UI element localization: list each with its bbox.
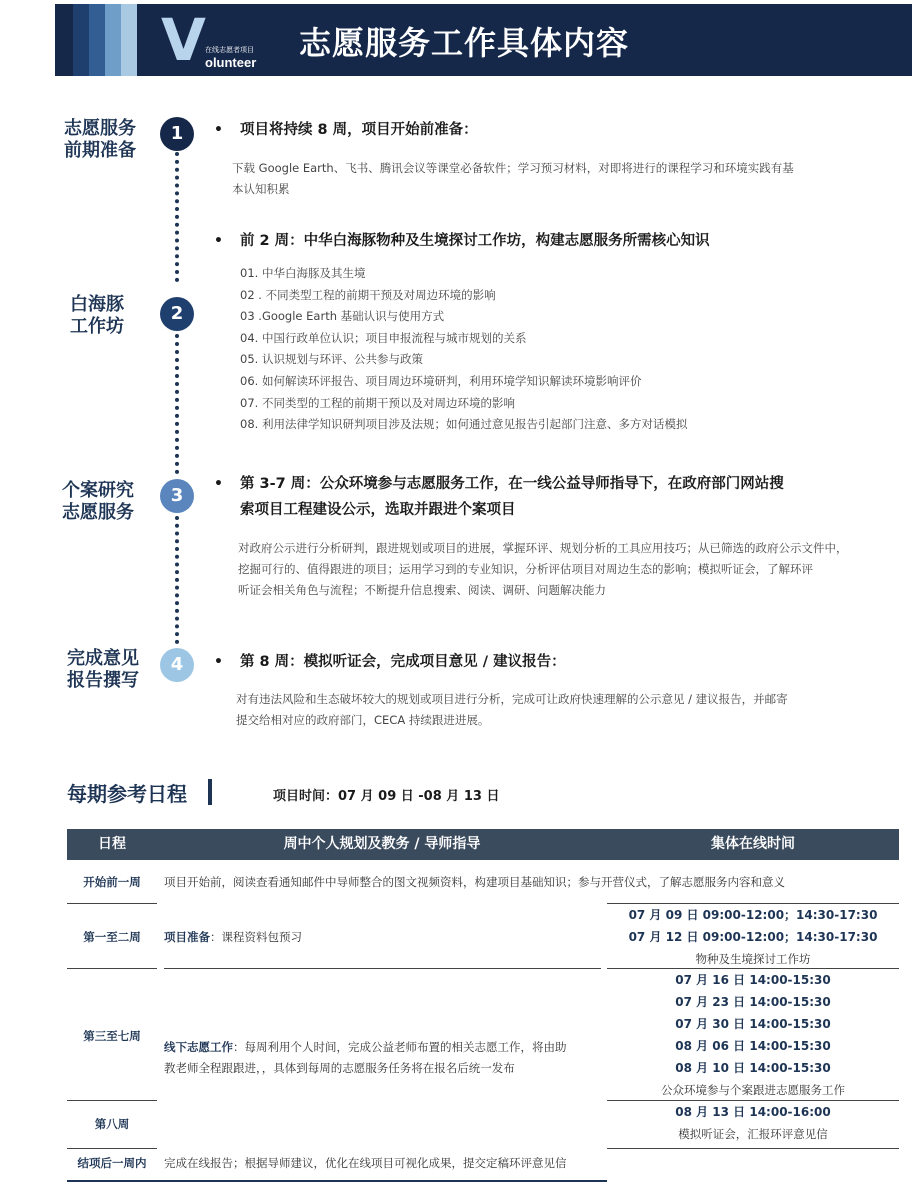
stage-number-circle: 4 [160,648,194,682]
list-item: 08. 利用法律学知识研判项目涉及法规；如何通过意见报告引起部门注意、多方对话模拟 [240,417,688,432]
schedule-title: 每期参考日程 [67,782,187,806]
online-time-cell: 07 月 16 日 14:00-15:30 07 月 23 日 14:00-15:30 07 月 30 日 14:00-15:30 08 月 06 日 14:00-15:30 08 月 10 日 14:00-15:30 公众环境参与个案跟进志愿服务工作 [661,973,845,1097]
row-description: 项目开始前，阅读查看通知邮件中导师整合的图文视频资料，构建项目基础知识；参与开营仪式，了解志愿服务内容和意义 [164,875,785,889]
section-body: 对政府公示进行分析研判，跟进规划或项目的进展，掌握环评、规划分析的工具应用技巧；从已筛选的政府公示文件中， 挖掘可行的、值得跟进的项目；运用学习到的专业知识，分析评估项目对周边生态的影响；模拟听证会，了解环评 听证会相关角色与流程；不断提升信息搜索、阅读、调研、问题解决能力 [238,541,848,597]
row-divider [67,903,157,904]
row-divider [607,1148,899,1149]
table-bottom-border [67,1180,607,1182]
column-header: 日程 [98,836,126,852]
row-label: 结项后一周内 [77,1156,147,1170]
stage-label: 个案研究 志愿服务 [62,480,134,523]
header-banner [55,4,912,76]
section-heading: • 项目将持续 8 周，项目开始前准备： [214,122,478,138]
list-item: 03 .Google Earth 基础认识与使用方式 [240,309,445,324]
stage-label: 白海豚 工作坊 [70,294,124,337]
row-description: 线下志愿工作：每周利用个人时间，完成公益老师布置的相关志愿工作，将由助 教老师全程跟跟进，，具体到每周的志愿服务任务将在报名后统一发布 [164,1040,567,1075]
logo-subtitle: 在线志愿者项目 [205,46,254,54]
timeline-dots [175,516,179,644]
row-label: 第一至二周 [83,930,141,944]
list-item: 01. 中华白海豚及其生境 [240,266,366,280]
timeline-dots [175,334,179,474]
section-heading: • 第 3-7 周：公众环境参与志愿服务工作，在一线公益导师指导下，在政府部门网站搜 索项目工程建设公示，选取并跟进个案项目 [214,476,784,518]
header-stripe [73,4,89,76]
logo-letter: V [161,6,204,74]
row-divider [164,968,601,969]
header-stripe [89,4,105,76]
page-title: 志愿服务工作具体内容 [299,24,630,62]
section-heading: • 第 8 周：模拟听证会，完成项目意见 / 建议报告： [214,654,566,670]
list-item: 07. 不同类型的工程的前期干预以及对周边环境的影响 [240,395,515,410]
stage-number-circle: 3 [160,479,194,513]
row-label: 第三至七周 [83,1029,141,1043]
list-item: 02 . 不同类型工程的前期干预及对周边环境的影响 [240,287,496,302]
column-header: 周中个人规划及教务 / 导师指导 [283,836,481,852]
stage-number-circle: 1 [160,117,194,151]
online-time-cell: 08 月 13 日 14:00-16:00 模拟听证会，汇报环评意见信 [675,1105,831,1141]
section-heading: • 前 2 周：中华白海豚物种及生境探讨工作坊，构建志愿服务所需核心知识 [214,233,710,249]
schedule-title-bar [208,779,212,805]
row-divider [67,968,157,969]
stage-number-circle: 2 [160,297,194,331]
row-label: 第八周 [94,1117,130,1131]
header-stripe [121,4,137,76]
row-label: 开始前一周 [83,875,141,889]
section-body: 下载 Google Earth、飞书、腾讯会议等课堂必备软件；学习预习材料，对即将进行的课程学习和环境实践有基 本认知积累 [232,161,794,196]
list-item: 06. 如何解读环评报告、项目周边环境研判，利用环境学知识解读环境影响评价 [240,373,642,388]
row-description: 项目准备：课程资料包预习 [164,930,302,944]
list-item: 05. 认识规划与环评、公共参与政策 [240,352,423,367]
stage-label: 完成意见 报告撰写 [67,648,139,691]
stage-label: 志愿服务 前期准备 [64,118,136,161]
schedule-time: 项目时间：07 月 09 日 -08 月 13 日 [273,789,500,804]
row-divider [67,1148,157,1149]
column-header: 集体在线时间 [711,836,795,852]
logo-word: olunteer [205,55,257,70]
list-item: 04. 中国行政单位认识；项目申报流程与城市规划的关系 [240,330,527,345]
workshop-topic-list [240,263,687,436]
section-body: 对有违法风险和生态破坏较大的规划或项目进行分析，完成可让政府快速理解的公示意见 / 建议报告，并邮寄 提交给相对应的政府部门，CECA 持续跟进进展。 [236,692,788,727]
row-description: 完成在线报告；根据导师建议，优化在线项目可视化成果，提交定稿环评意见信 [164,1156,567,1170]
timeline-dots [175,152,179,282]
schedule-table-header [67,829,899,860]
header-stripe [105,4,121,76]
online-time-cell: 07 月 09 日 09:00-12:00；14:30-17:30 07 月 12 日 09:00-12:00；14:30-17:30 物种及生境探讨工作坊 [628,908,878,966]
row-divider [67,1100,157,1101]
